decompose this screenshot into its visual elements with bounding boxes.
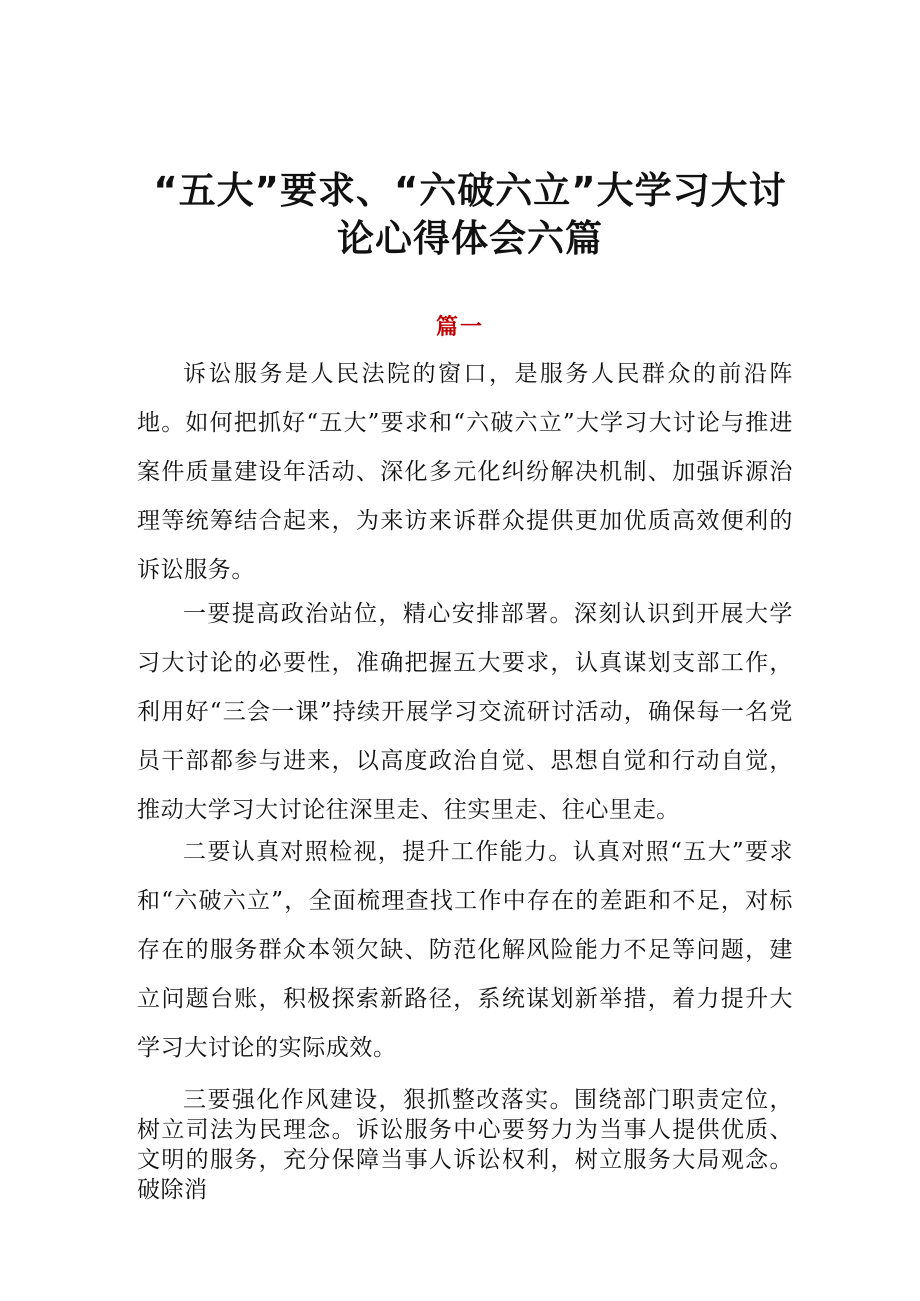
document-title-line-2: 论心得体会六篇 xyxy=(337,217,603,260)
section-heading: 篇一 xyxy=(435,314,484,340)
document-title-line-1: “五大”要求、“六破六立”大学习大讨 xyxy=(153,169,787,212)
paragraph-point-2: 二要认真对照检视，提升工作能力。认真对照“五大”要求和“六破六立”，全面梳理查找工作中存在的差距和不足，对标存在的服务群众本领欠缺、防范化解风险能力不足等问题，建立问题台账，积极探索新路径，系统谋划新举措，着力提升大学习大讨论的实际成效。 xyxy=(137,839,793,1061)
paragraph-intro: 诉讼服务是人民法院的窗口，是服务人民群众的前沿阵地。如何把抓好“五大”要求和“六破六立”大学习大讨论与推进案件质量建设年活动、深化多元化纠纷解决机制、加强诉源治理等统筹结合起来，为来访来诉群众提供更加优质高效便利的诉讼服务。 xyxy=(137,361,793,583)
paragraph-point-3: 三要强化作风建设，狠抓整改落实。围绕部门职责定位，树立司法为民理念。诉讼服务中心要努力为当事人提供优质、文明的服务，充分保障当事人诉讼权利，树立服务大局观念。破除消 xyxy=(137,1087,793,1203)
paragraph-point-1: 一要提高政治站位，精心安排部署。深刻认识到开展大学习大讨论的必要性，准确把握五大要求，认真谋划支部工作，利用好“三会一课”持续开展学习交流研讨活动，确保每一名党员干部都参与进来，以高度政治自觉、思想自觉和行动自觉，推动大学习大讨论往深里走、往实里走、往心里走。 xyxy=(137,601,793,823)
